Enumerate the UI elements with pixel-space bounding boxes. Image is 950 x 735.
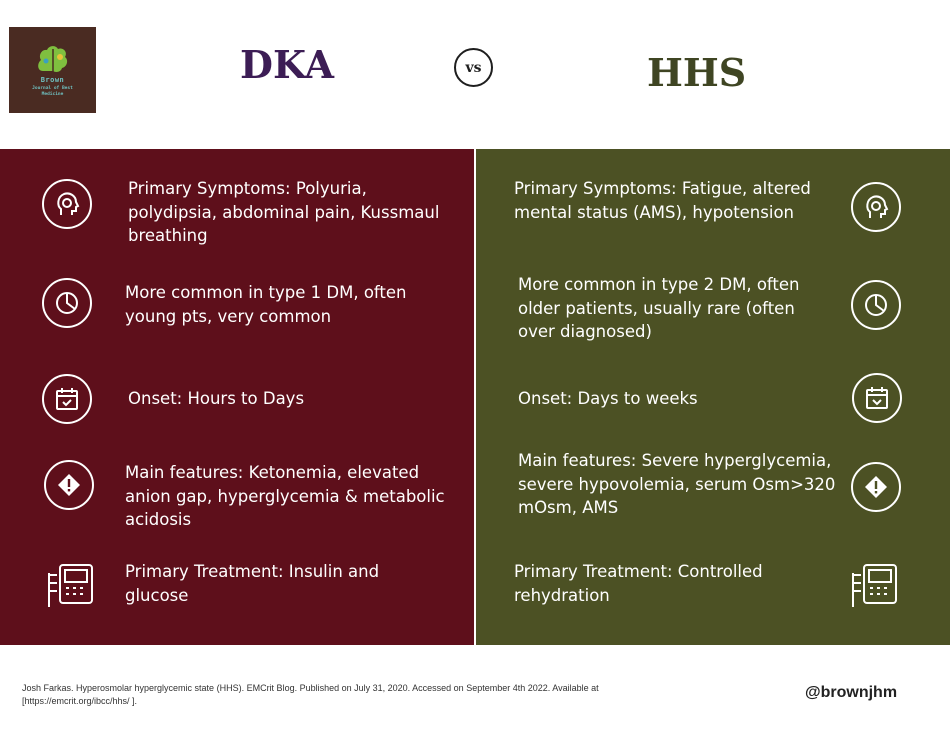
citation: Josh Farkas. Hyperosmolar hyperglycemic state (HHS). EMCrit Blog. Published on July 31, 2020. Accessed on September 4th 2022. Available at [https://emcrit.org/ibcc/hhs/ ]. [22, 683, 599, 706]
hhs-panel [476, 149, 950, 645]
dka-prevalence: More common in type 1 DM, often young pts, very common [125, 283, 407, 326]
hhs-features: Main features: Severe hyperglycemia, severe hypovolemia, serum Osm>320 mOsm, AMS [518, 451, 836, 517]
dka-treatment: Primary Treatment: Insulin and glucose [125, 562, 380, 605]
hhs-symptoms: Primary Symptoms: Fatigue, altered mental status (AMS), hypotension [514, 179, 811, 222]
hhs-onset: Onset: Days to weeks [518, 389, 698, 408]
head-icon [42, 179, 92, 229]
brain-icon [9, 27, 96, 113]
hhs-treatment: Primary Treatment: Controlled rehydration [514, 562, 763, 605]
dka-symptoms: Primary Symptoms: Polyuria, polydipsia, abdominal pain, Kussmaul breathing [128, 179, 440, 245]
dka-title: DKA [240, 42, 334, 87]
brown-logo [9, 27, 96, 113]
infusion-pump-icon [46, 563, 96, 613]
pie-chart-icon [851, 280, 901, 330]
hhs-prevalence: More common in type 2 DM, often older patients, usually rare (often over diagnosed) [518, 275, 800, 341]
vs-badge: vs [454, 48, 493, 87]
warning-icon [44, 460, 94, 510]
hhs-title: HHS [647, 50, 747, 95]
infusion-pump-icon [850, 563, 900, 613]
logo-journal: Journal of Best Medicine [32, 86, 73, 97]
warning-icon [851, 462, 901, 512]
logo-name: Brown [40, 76, 65, 84]
dka-panel [0, 149, 474, 645]
dka-features: Main features: Ketonemia, elevated anion gap, hyperglycemia & metabolic acidosis [125, 463, 445, 529]
dka-onset: Onset: Hours to Days [128, 389, 305, 408]
head-icon [851, 182, 901, 232]
calendar-icon [852, 373, 902, 423]
calendar-icon [42, 374, 92, 424]
social-handle: @brownjhm [805, 684, 898, 701]
pie-chart-icon [42, 278, 92, 328]
